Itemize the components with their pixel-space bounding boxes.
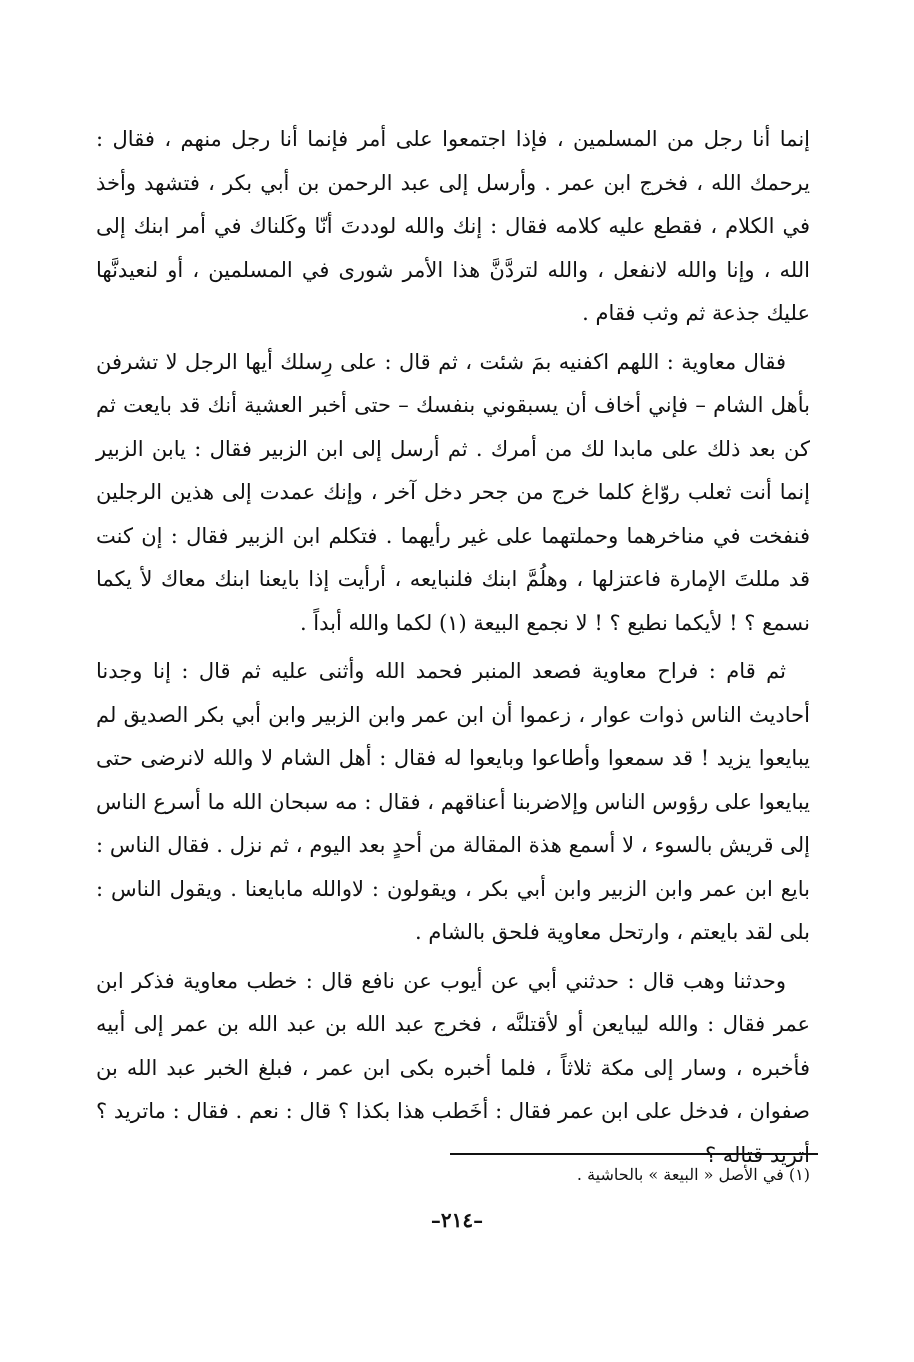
page-number: –٢١٤– — [430, 1208, 484, 1232]
paragraph-4: وحدثنا وهب قال : حدثني أبي عن أيوب عن نافع قال : خطب معاوية فذكر ابن عمر فقال : والله ليبايعن أو لأقتلنَّه ، فخرج عبد الله بن عبد الله بن عمر إلى أبيه فأخبره ، وسار إلى مكة ثلاثاً ، فلما أخبره بكى ابن عمر ، فبلغ الخبر عبد الله بن صفوان ، فدخل على ابن عمر فقال : أخَطب هذا بكذا ؟ قال : نعم . فقال : ماتريد ؟ أتريد قتاله ؟ — [96, 968, 810, 1167]
footnote-separator — [450, 1153, 818, 1155]
page-body — [96, 118, 810, 1177]
footnote: (١) في الأصل « البيعة » بالحاشية . — [576, 1165, 810, 1184]
paragraph-2: فقال معاوية : اللهم اكفنيه بمَ شئت ، ثم قال : على رِسلك أيها الرجل لا تشرفن بأهل الشام – فإني أخاف أن يسبقوني بنفسك – حتى أخبر العشية أنك قد بايعت ثم كن بعد ذلك على مابدا لك من أمرك . ثم أرسل إلى ابن الزبير فقال : يابن الزبير إنما أنت ثعلب روّاغ كلما خرج من جحر دخل آخر ، وإنك عمدت إلى هذين الرجلين فنفخت في مناخرهما وحملتهما على غير رأيهما . فتكلم ابن الزبير فقال : إن كنت قد مللتَ الإمارة فاعتزلها ، وهلُمَّ ابنك فلنبايعه ، أرأيت إذا بايعنا ابنك معاك لأ يكما نسمع ؟ ! لأيكما نطيع ؟ ! لا نجمع البيعة (١) لكما والله أبداً . — [96, 349, 810, 635]
paragraph-3: ثم قام : فراح معاوية فصعد المنبر فحمد الله وأثنى عليه ثم قال : إنا وجدنا أحاديث الناس ذوات عوار ، زعموا أن ابن عمر وابن الزبير وابن أبي بكر الصديق لم يبايعوا يزيد ! قد سمعوا وأطاعوا وبايعوا له فقال : أهل الشام لا والله لانرضى حتى يبايعوا على رؤوس الناس وإلاضربنا أعناقهم ، فقال : مه سبحان الله ما أسرع الناس إلى قريش بالسوء ، لا أسمع هذة المقالة من أحدٍ بعد اليوم ، ثم نزل . فقال الناس : بايع ابن عمر وابن الزبير وابن أبي بكر ، ويقولون : لاوالله مابايعنا . ويقول الناس : بلى لقد بايعتم ، وارتحل معاوية فلحق بالشام . — [96, 659, 810, 944]
paragraph-1: إنما أنا رجل من المسلمين ، فإذا اجتمعوا على أمر فإنما أنا رجل منهم ، فقال : يرحمك الله ، فخرج ابن عمر . وأرسل إلى عبد الرحمن بن أبي بكر ، فتشهد وأخذ في الكلام ، فقطع عليه كلامه فقال : إنك والله لوددتَ أنّا وكَلناك في أمر ابنك إلى الله ، وإنا والله لانفعل ، والله لتردَّنَّ هذا الأمر شورى في المسلمين ، أو لنعيدنَّها عليك جذعة ثم وثب فقام . — [96, 127, 810, 325]
